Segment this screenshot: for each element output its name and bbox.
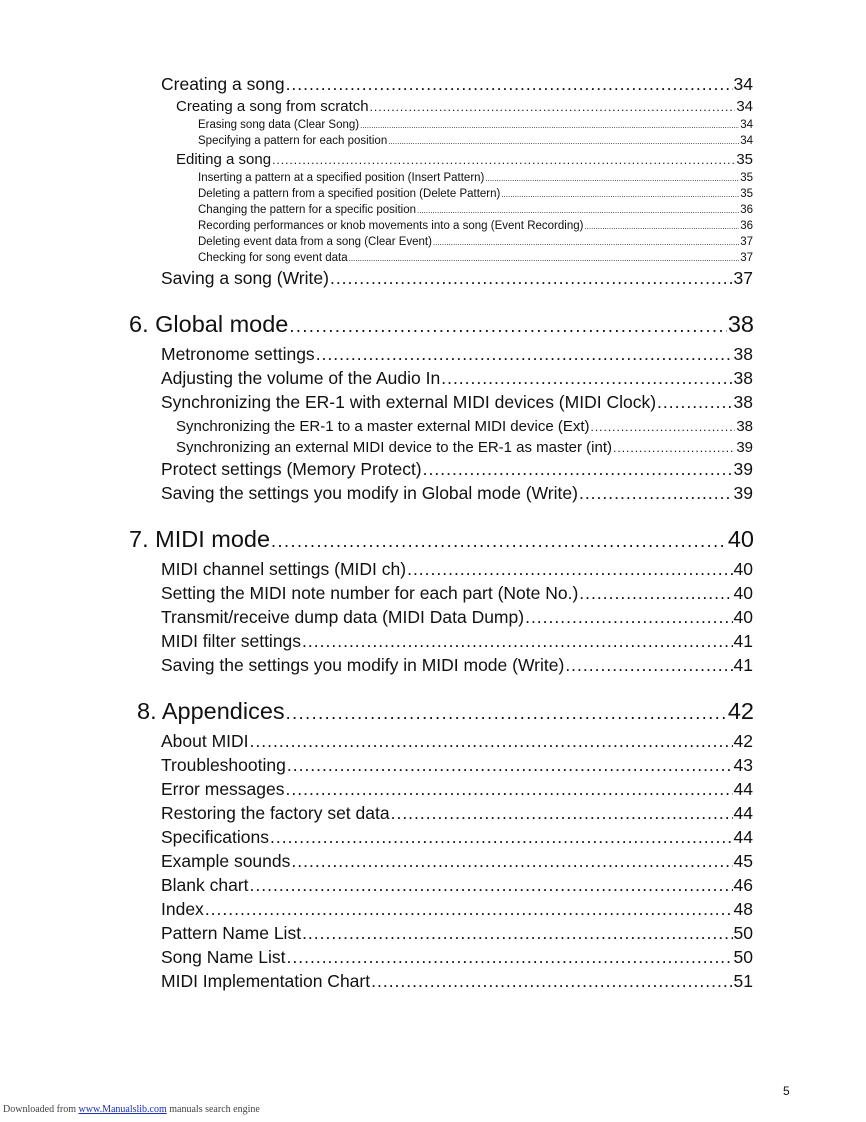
leader-dots [584,223,739,231]
toc-entry[interactable] [161,853,753,871]
toc-label: MIDI channel settings (MIDI ch) [161,559,407,579]
toc-label: Metronome settings [161,344,315,364]
leader-dots [388,138,739,146]
leader-dots [417,207,739,215]
chapter-title: 6. Global mode [129,311,289,337]
toc-label: Synchronizing the ER-1 to a master external MIDI device (Ext) [176,418,590,435]
toc-page: 44 [733,803,753,823]
toc-page: 39 [736,439,753,456]
leader-dots [270,829,733,847]
toc-page: 44 [733,779,753,799]
toc-entry[interactable] [198,189,753,201]
leader-dots [302,633,732,651]
toc-entry[interactable] [161,461,753,479]
toc-page: 37 [740,236,753,248]
leader-dots [370,101,736,113]
toc-label: Saving the settings you modify in MIDI mode (Write) [161,655,565,675]
toc-label: Synchronizing an external MIDI device to the ER-1 as master (int) [176,439,613,456]
toc-entry[interactable] [161,949,753,967]
toc-label: Example sounds [161,851,291,871]
toc-label: Creating a song from scratch [176,98,369,115]
download-suffix: manuals search engine [169,1104,260,1115]
toc-page: 42 [727,698,754,724]
toc-page: 34 [736,98,753,115]
toc-entry[interactable] [161,877,753,895]
toc-entry[interactable] [198,221,753,233]
leader-dots [272,154,735,166]
toc-label: Specifying a pattern for each position [198,135,388,147]
leader-dots [525,609,732,627]
toc-entry[interactable] [161,733,753,751]
toc-entry[interactable] [161,485,753,503]
leader-dots [360,122,739,130]
toc-label: Index [161,899,204,919]
toc-entry[interactable] [198,120,753,132]
leader-dots [407,561,732,579]
toc-label: Recording performances or knob movements into a song (Event Recording) [198,220,584,232]
leader-dots [271,532,727,550]
toc-entry[interactable] [161,925,753,943]
leader-dots [286,76,733,94]
leader-dots [441,370,732,388]
toc-page: 38 [733,368,753,388]
leader-dots [579,585,732,603]
toc-page: 36 [740,204,753,216]
download-prefix: Downloaded from [3,1104,77,1115]
toc-page: 44 [733,827,753,847]
toc-label: Synchronizing the ER-1 with external MIDI devices (MIDI Clock) [161,392,657,412]
toc-entry[interactable] [161,394,753,412]
toc-entry[interactable] [161,609,753,627]
toc-label: Adjusting the volume of the Audio In [161,368,441,388]
toc-entry[interactable] [198,205,753,217]
toc-page: 41 [733,631,753,651]
toc-label: Deleting event data from a song (Clear Event) [198,236,432,248]
leader-dots [250,733,733,751]
toc-label: Saving a song (Write) [161,268,329,288]
toc-label: Creating a song [161,74,285,94]
toc-entry[interactable] [161,561,753,579]
toc-label: Restoring the factory set data [161,803,390,823]
toc-page: 37 [733,268,753,288]
toc-page: 50 [733,947,753,967]
toc-entry[interactable] [176,99,753,114]
toc-page: 45 [733,851,753,871]
toc-page: 43 [733,755,753,775]
toc-page: 36 [740,220,753,232]
toc-entry[interactable] [198,253,753,265]
toc-label: Changing the pattern for a specific position [198,204,416,216]
toc-entry[interactable] [198,237,753,249]
toc-entry[interactable] [161,757,753,775]
leader-dots [433,239,739,247]
toc-label: Erasing song data (Clear Song) [198,119,360,131]
toc-label: MIDI filter settings [161,631,302,651]
toc-label: Troubleshooting [161,755,286,775]
toc-page: 37 [740,252,753,264]
toc-label: Pattern Name List [161,923,302,943]
leader-dots [330,270,733,288]
toc-page: 35 [740,188,753,200]
leader-dots [205,901,733,919]
toc-page: 38 [733,344,753,364]
toc-label: Deleting a pattern from a specified position (Delete Pattern) [198,188,501,200]
toc-page: 38 [736,418,753,435]
toc-label: Song Name List [161,947,286,967]
leader-dots [485,175,739,183]
toc-page: 42 [733,731,753,751]
toc-page: 41 [733,655,753,675]
leader-dots [287,757,733,775]
toc-entry[interactable] [198,173,753,185]
toc-entry[interactable] [161,270,753,288]
toc-label: Specifications [161,827,269,847]
leader-dots [287,949,733,967]
leader-dots [349,255,740,263]
toc-label: Transmit/receive dump data (MIDI Data Dump) [161,607,525,627]
toc-entry[interactable] [161,633,753,651]
leader-dots [289,317,726,335]
toc-chapter[interactable] [129,528,754,552]
leader-dots [371,973,732,991]
toc-label: Inserting a pattern at a specified position (Insert Pattern) [198,172,485,184]
toc-entry[interactable] [176,419,753,434]
toc-page: 40 [727,526,754,552]
toc-label: Saving the settings you modify in Global mode (Write) [161,483,578,503]
toc-label: Protect settings (Memory Protect) [161,459,422,479]
toc-page: 38 [733,392,753,412]
toc-page: 40 [733,559,753,579]
leader-dots [286,704,727,722]
toc-label: Blank chart [161,875,249,895]
toc-entry[interactable] [161,657,753,675]
toc-page: 34 [733,74,753,94]
toc-entry[interactable] [198,136,753,148]
toc-label: Error messages [161,779,285,799]
toc-page: 35 [736,151,753,168]
leader-dots [501,191,739,199]
download-note [3,1104,260,1115]
leader-dots [316,346,733,364]
toc-entry[interactable] [176,440,753,455]
toc-entry[interactable] [161,781,753,799]
leader-dots [302,925,732,943]
chapter-title: 8. Appendices [137,698,285,724]
leader-dots [423,461,733,479]
toc-entry[interactable] [161,76,753,94]
toc-page: 50 [733,923,753,943]
toc-page: 35 [740,172,753,184]
toc-page: 51 [733,971,753,991]
toc-label: About MIDI [161,731,249,751]
toc-label: MIDI Implementation Chart [161,971,371,991]
toc-page: 40 [733,607,753,627]
toc-page: 46 [733,875,753,895]
leader-dots [250,877,733,895]
toc-chapter[interactable] [129,313,754,337]
toc-chapter[interactable] [137,700,754,724]
manualslib-link[interactable]: www.Manualslib.com [78,1104,167,1115]
toc-page: 34 [740,135,753,147]
toc-entry[interactable] [161,805,753,823]
toc-page: 34 [740,119,753,131]
toc-entry[interactable] [161,585,753,603]
toc-entry[interactable] [176,152,753,167]
toc-label: Editing a song [176,151,272,168]
chapter-title: 7. MIDI mode [129,526,271,552]
toc-entry[interactable] [161,829,753,847]
leader-dots [591,421,736,433]
toc-page: 40 [733,583,753,603]
toc-entry[interactable] [161,901,753,919]
toc-page: 38 [727,311,754,337]
leader-dots [286,781,733,799]
leader-dots [613,442,735,454]
toc-entry[interactable] [161,370,753,388]
toc-page: 48 [733,899,753,919]
toc-entry[interactable] [161,973,753,991]
toc-entry[interactable] [161,346,753,364]
toc-label: Setting the MIDI note number for each part (Note No.) [161,583,579,603]
leader-dots [565,657,732,675]
leader-dots [291,853,732,871]
leader-dots [657,394,733,412]
toc-page: 39 [733,459,753,479]
leader-dots [579,485,733,503]
toc-label: Checking for song event data [198,252,348,264]
toc-page: 39 [733,483,753,503]
page-number: 5 [783,1084,790,1098]
leader-dots [391,805,733,823]
